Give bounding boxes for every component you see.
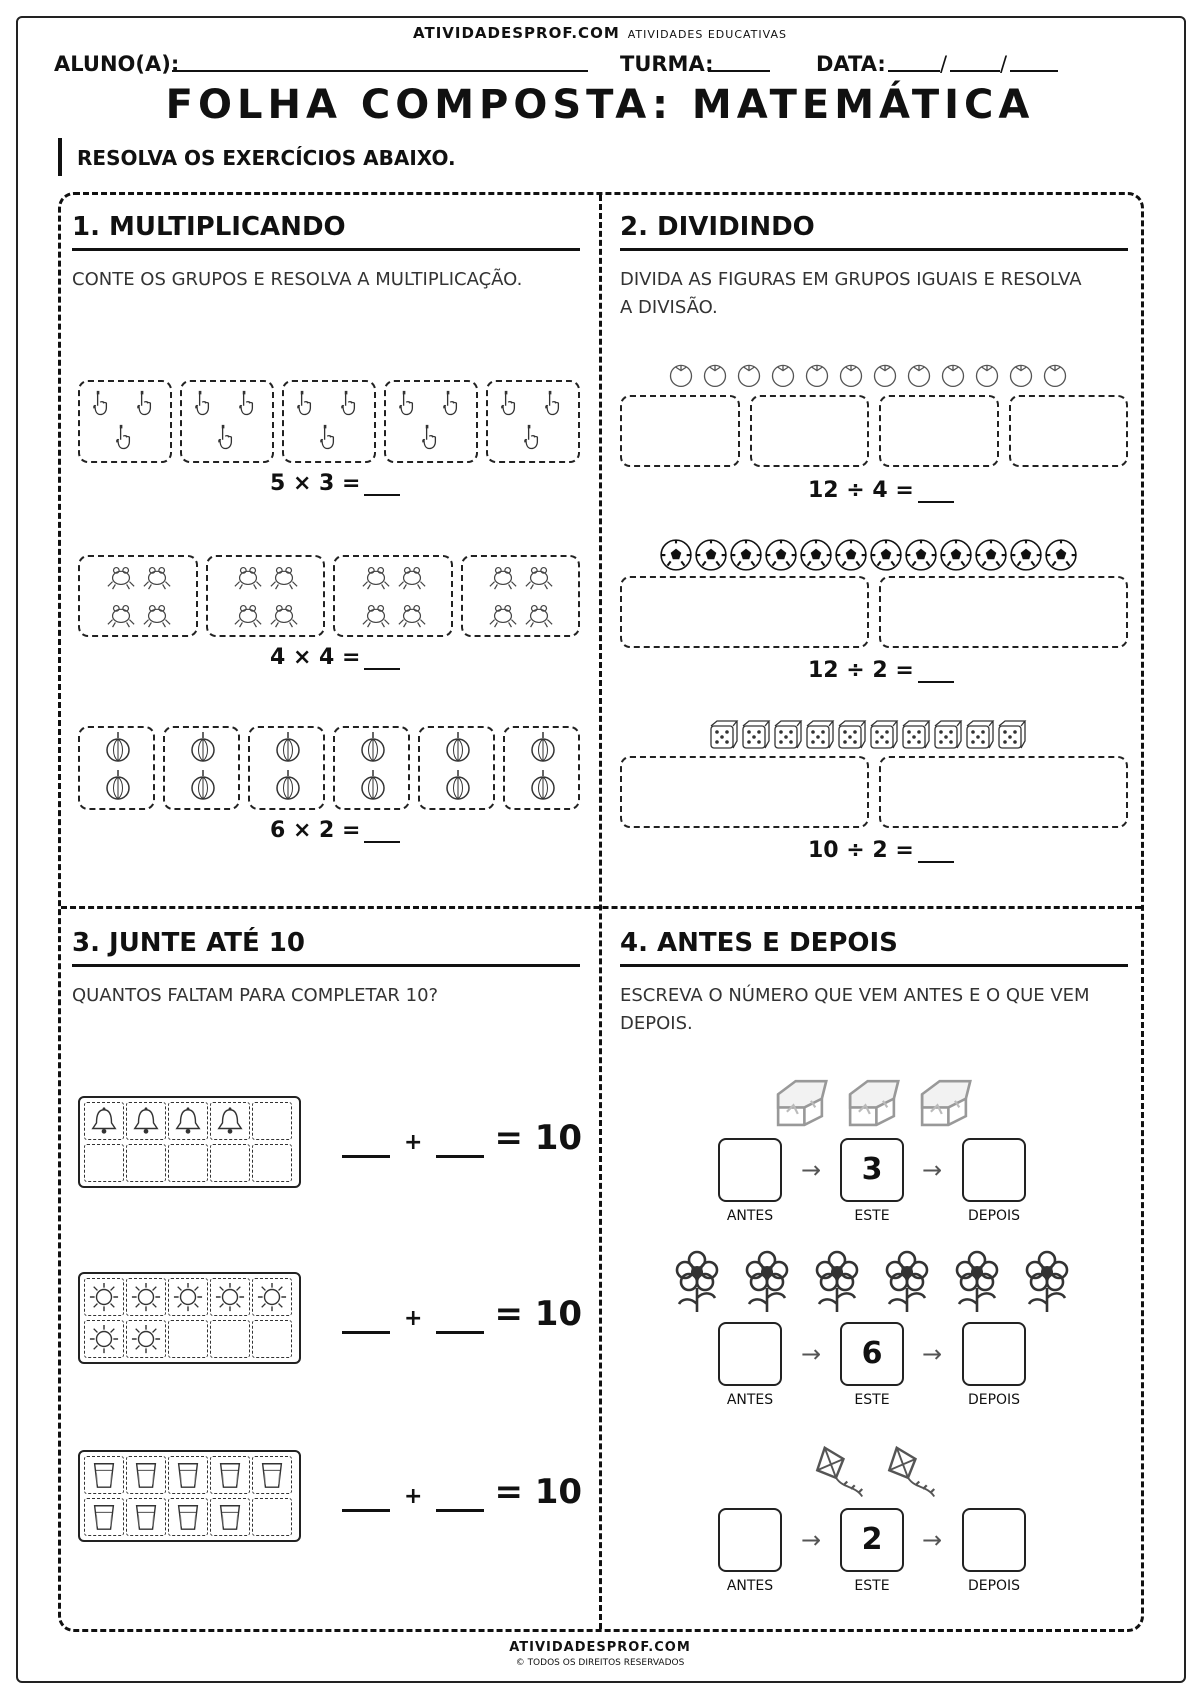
plus-sign: + xyxy=(404,1130,423,1155)
sun-icon xyxy=(173,1282,203,1312)
frog-icon xyxy=(269,561,299,591)
onion-icon xyxy=(187,768,219,800)
sum-equation xyxy=(342,1294,582,1334)
tomato-icon xyxy=(939,361,967,389)
ten-frame-cell xyxy=(210,1320,250,1358)
arrow-icon: → xyxy=(922,1156,943,1184)
bell-icon xyxy=(131,1106,161,1136)
bell-icon xyxy=(89,1106,119,1136)
hand-icon xyxy=(213,424,241,452)
section-2-desc: DIVIDA AS FIGURAS EM GRUPOS IGUAIS E RESOLVA A DIVISÃO. xyxy=(620,269,1082,318)
sun-icon xyxy=(215,1282,245,1312)
soccer-ball-icon xyxy=(764,538,798,572)
sun-icon xyxy=(89,1324,119,1354)
dice-icon xyxy=(996,718,1028,750)
group-box xyxy=(333,555,453,637)
this-label: ESTE xyxy=(854,1578,890,1594)
current-number: 2 xyxy=(840,1508,904,1572)
hand-icon xyxy=(336,390,364,418)
hand-icon xyxy=(417,424,445,452)
onion-icon xyxy=(272,768,304,800)
section-2-rule xyxy=(620,248,1128,251)
frog-icon xyxy=(397,561,427,591)
arrow-icon: → xyxy=(922,1340,943,1368)
dice-icon xyxy=(900,718,932,750)
onion-icon xyxy=(187,730,219,762)
answer-blank[interactable] xyxy=(342,1305,390,1334)
soccer-ball-icon xyxy=(834,538,868,572)
bell-icon xyxy=(173,1106,203,1136)
glass-icon xyxy=(89,1502,119,1532)
frog-icon xyxy=(488,561,518,591)
division-group-box[interactable] xyxy=(620,395,740,467)
tomato-icon xyxy=(803,361,831,389)
section-4-title: 4. ANTES E DEPOIS xyxy=(620,928,898,958)
dice-icon xyxy=(708,718,740,750)
soccer-ball-icon xyxy=(904,538,938,572)
ten-frame-cell xyxy=(252,1498,292,1536)
division-group-box[interactable] xyxy=(750,395,870,467)
division-group-box[interactable] xyxy=(879,576,1128,648)
site-header xyxy=(0,24,1200,42)
onion-icon xyxy=(527,768,559,800)
section-1-desc: CONTE OS GRUPOS E RESOLVA A MULTIPLICAÇÃO. xyxy=(72,269,523,290)
tomato-icon xyxy=(769,361,797,389)
after-answer-box[interactable] xyxy=(962,1508,1026,1572)
answer-blank[interactable] xyxy=(436,1129,484,1158)
arrow-icon: → xyxy=(801,1156,822,1184)
aluno-label: ALUNO(A): xyxy=(54,52,180,76)
plus-sign: + xyxy=(404,1306,423,1331)
frog-icon xyxy=(269,599,299,629)
onion-icon xyxy=(357,768,389,800)
hand-icon xyxy=(315,424,343,452)
answer-blank[interactable] xyxy=(364,823,400,843)
ten-frame-cell xyxy=(252,1144,292,1182)
tomato-icon xyxy=(1041,361,1069,389)
hand-icon xyxy=(190,390,218,418)
frog-icon xyxy=(397,599,427,629)
ten-frame-cell xyxy=(168,1144,208,1182)
hand-icon xyxy=(394,390,422,418)
instruction-bar xyxy=(58,138,62,176)
answer-blank[interactable] xyxy=(436,1483,484,1512)
date-year-field[interactable] xyxy=(1010,70,1058,72)
section-1-rule xyxy=(72,248,580,251)
dice-icon xyxy=(804,718,836,750)
group-box xyxy=(206,555,326,637)
soccer-ball-icon xyxy=(729,538,763,572)
tomato-icon xyxy=(701,361,729,389)
hand-icon xyxy=(540,390,568,418)
before-label: ANTES xyxy=(726,1578,774,1594)
onion-icon xyxy=(357,730,389,762)
before-label: ANTES xyxy=(726,1208,774,1224)
date-month-field[interactable] xyxy=(950,70,1000,72)
ice-cube-icon xyxy=(765,1068,835,1138)
sum-equation xyxy=(342,1118,582,1158)
data-label: DATA: xyxy=(816,52,886,76)
flower-icon xyxy=(875,1250,939,1314)
section-2-title: 2. DIVIDINDO xyxy=(620,212,815,242)
flower-icon xyxy=(735,1250,799,1314)
division-group-box[interactable] xyxy=(1009,395,1129,467)
answer-blank[interactable] xyxy=(436,1305,484,1334)
current-number: 6 xyxy=(840,1322,904,1386)
section-3-desc: QUANTOS FALTAM PARA COMPLETAR 10? xyxy=(72,985,439,1006)
tomato-icon xyxy=(973,361,1001,389)
flower-icon xyxy=(665,1250,729,1314)
onion-icon xyxy=(102,730,134,762)
frog-icon xyxy=(361,561,391,591)
footer-rights: © TODOS OS DIREITOS RESERVADOS xyxy=(515,1658,685,1668)
frog-icon xyxy=(142,561,172,591)
division-group-box[interactable] xyxy=(620,576,869,648)
ten-frame-cell xyxy=(84,1144,124,1182)
answer-blank[interactable] xyxy=(364,650,400,670)
onion-icon xyxy=(442,768,474,800)
division-group-box[interactable] xyxy=(879,756,1128,828)
frog-icon xyxy=(233,599,263,629)
ten-frame-cell xyxy=(252,1320,292,1358)
soccer-ball-icon xyxy=(1009,538,1043,572)
tomato-icon xyxy=(905,361,933,389)
hand-icon xyxy=(88,390,116,418)
soccer-ball-icon xyxy=(799,538,833,572)
footer-site: ATIVIDADESPROF.COM xyxy=(509,1640,691,1655)
turma-label: TURMA: xyxy=(620,52,714,76)
ten-frame-cell xyxy=(126,1144,166,1182)
after-answer-box[interactable] xyxy=(962,1138,1026,1202)
section-3-title: 3. JUNTE ATÉ 10 xyxy=(72,928,305,958)
tomato-icon xyxy=(871,361,899,389)
plus-sign: + xyxy=(404,1484,423,1509)
flower-icon xyxy=(1015,1250,1079,1314)
hand-icon xyxy=(292,390,320,418)
frog-icon xyxy=(142,599,172,629)
before-answer-box[interactable] xyxy=(718,1322,782,1386)
soccer-ball-icon xyxy=(974,538,1008,572)
hand-icon xyxy=(234,390,262,418)
dice-icon xyxy=(740,718,772,750)
tomato-icon xyxy=(735,361,763,389)
this-label: ESTE xyxy=(854,1208,890,1224)
after-label: DEPOIS xyxy=(967,1578,1021,1594)
soccer-ball-icon xyxy=(659,538,693,572)
dice-icon xyxy=(772,718,804,750)
dice-icon xyxy=(964,718,996,750)
section-4-desc: ESCREVA O NÚMERO QUE VEM ANTES E O QUE VEM DEPOIS. xyxy=(620,985,1090,1034)
sun-icon xyxy=(257,1282,287,1312)
glass-icon xyxy=(131,1502,161,1532)
frog-icon xyxy=(233,561,263,591)
dice-icon xyxy=(836,718,868,750)
multiplication-equation: 6 × 2 = xyxy=(270,818,400,843)
sum-result: = 10 xyxy=(494,1294,583,1334)
sun-icon xyxy=(89,1282,119,1312)
answer-blank[interactable] xyxy=(364,476,400,496)
ten-frame-cell xyxy=(210,1144,250,1182)
sun-icon xyxy=(131,1324,161,1354)
sum-result: = 10 xyxy=(494,1472,583,1512)
hand-icon xyxy=(132,390,160,418)
frog-icon xyxy=(106,599,136,629)
this-label: ESTE xyxy=(854,1392,890,1408)
sum-result: = 10 xyxy=(494,1118,583,1158)
aluno-field[interactable] xyxy=(172,70,588,72)
bell-icon xyxy=(215,1106,245,1136)
multiplication-equation: 4 × 4 = xyxy=(270,645,400,670)
frog-icon xyxy=(524,599,554,629)
instruction-text: RESOLVA OS EXERCÍCIOS ABAIXO. xyxy=(77,146,456,170)
soccer-ball-icon xyxy=(1044,538,1078,572)
glass-icon xyxy=(89,1460,119,1490)
answer-blank[interactable] xyxy=(342,1129,390,1158)
before-answer-box[interactable] xyxy=(718,1138,782,1202)
frog-icon xyxy=(524,561,554,591)
soccer-ball-icon xyxy=(939,538,973,572)
hand-icon xyxy=(438,390,466,418)
date-day-field[interactable] xyxy=(888,70,940,72)
division-group-box[interactable] xyxy=(620,756,869,828)
group-box xyxy=(461,555,581,637)
soccer-ball-icon xyxy=(869,538,903,572)
ten-frame-cell xyxy=(252,1102,292,1140)
horizontal-divider xyxy=(61,906,1141,909)
page-title: FOLHA COMPOSTA: MATEMÁTICA xyxy=(165,82,1035,128)
answer-blank[interactable] xyxy=(918,663,954,683)
onion-icon xyxy=(272,730,304,762)
section-1-title: 1. MULTIPLICANDO xyxy=(72,212,346,242)
flower-icon xyxy=(805,1250,869,1314)
kite-icon xyxy=(806,1444,866,1504)
division-equation: 12 ÷ 2 = xyxy=(808,658,954,683)
glass-icon xyxy=(131,1460,161,1490)
ice-cube-icon xyxy=(909,1068,979,1138)
frog-icon xyxy=(106,561,136,591)
glass-icon xyxy=(173,1460,203,1490)
date-separator: / xyxy=(1000,52,1008,76)
tomato-icon xyxy=(837,361,865,389)
section-3-rule xyxy=(72,964,580,967)
glass-icon xyxy=(215,1502,245,1532)
hand-icon xyxy=(519,424,547,452)
division-equation: 12 ÷ 4 = xyxy=(808,478,954,503)
soccer-ball-icon xyxy=(694,538,728,572)
tomato-icon xyxy=(1007,361,1035,389)
onion-icon xyxy=(527,730,559,762)
arrow-icon: → xyxy=(801,1526,822,1554)
turma-field[interactable] xyxy=(708,70,770,72)
answer-blank[interactable] xyxy=(918,843,954,863)
section-4-rule xyxy=(620,964,1128,967)
glass-icon xyxy=(173,1502,203,1532)
before-label: ANTES xyxy=(726,1392,774,1408)
site-name: ATIVIDADESPROF.COM xyxy=(413,24,620,42)
after-answer-box[interactable] xyxy=(962,1322,1026,1386)
division-group-box[interactable] xyxy=(879,395,999,467)
frog-icon xyxy=(488,599,518,629)
after-label: DEPOIS xyxy=(967,1208,1021,1224)
division-equation: 10 ÷ 2 = xyxy=(808,838,954,863)
current-number: 3 xyxy=(840,1138,904,1202)
before-answer-box[interactable] xyxy=(718,1508,782,1572)
answer-blank[interactable] xyxy=(342,1483,390,1512)
dice-icon xyxy=(868,718,900,750)
hand-icon xyxy=(111,424,139,452)
hand-icon xyxy=(496,390,524,418)
tomato-icon xyxy=(667,361,695,389)
multiplication-equation: 5 × 3 = xyxy=(270,471,400,496)
glass-icon xyxy=(215,1460,245,1490)
vertical-divider xyxy=(599,195,602,1629)
onion-icon xyxy=(442,730,474,762)
ice-cube-icon xyxy=(837,1068,907,1138)
dice-icon xyxy=(932,718,964,750)
kite-icon xyxy=(878,1444,938,1504)
group-box xyxy=(78,555,198,637)
arrow-icon: → xyxy=(922,1526,943,1554)
onion-icon xyxy=(102,768,134,800)
sun-icon xyxy=(131,1282,161,1312)
glass-icon xyxy=(257,1460,287,1490)
flower-icon xyxy=(945,1250,1009,1314)
sum-equation xyxy=(342,1472,582,1512)
frog-icon xyxy=(361,599,391,629)
ten-frame-cell xyxy=(168,1320,208,1358)
site-subtitle: ATIVIDADES EDUCATIVAS xyxy=(627,28,787,41)
arrow-icon: → xyxy=(801,1340,822,1368)
date-separator: / xyxy=(940,52,948,76)
after-label: DEPOIS xyxy=(967,1392,1021,1408)
answer-blank[interactable] xyxy=(918,483,954,503)
